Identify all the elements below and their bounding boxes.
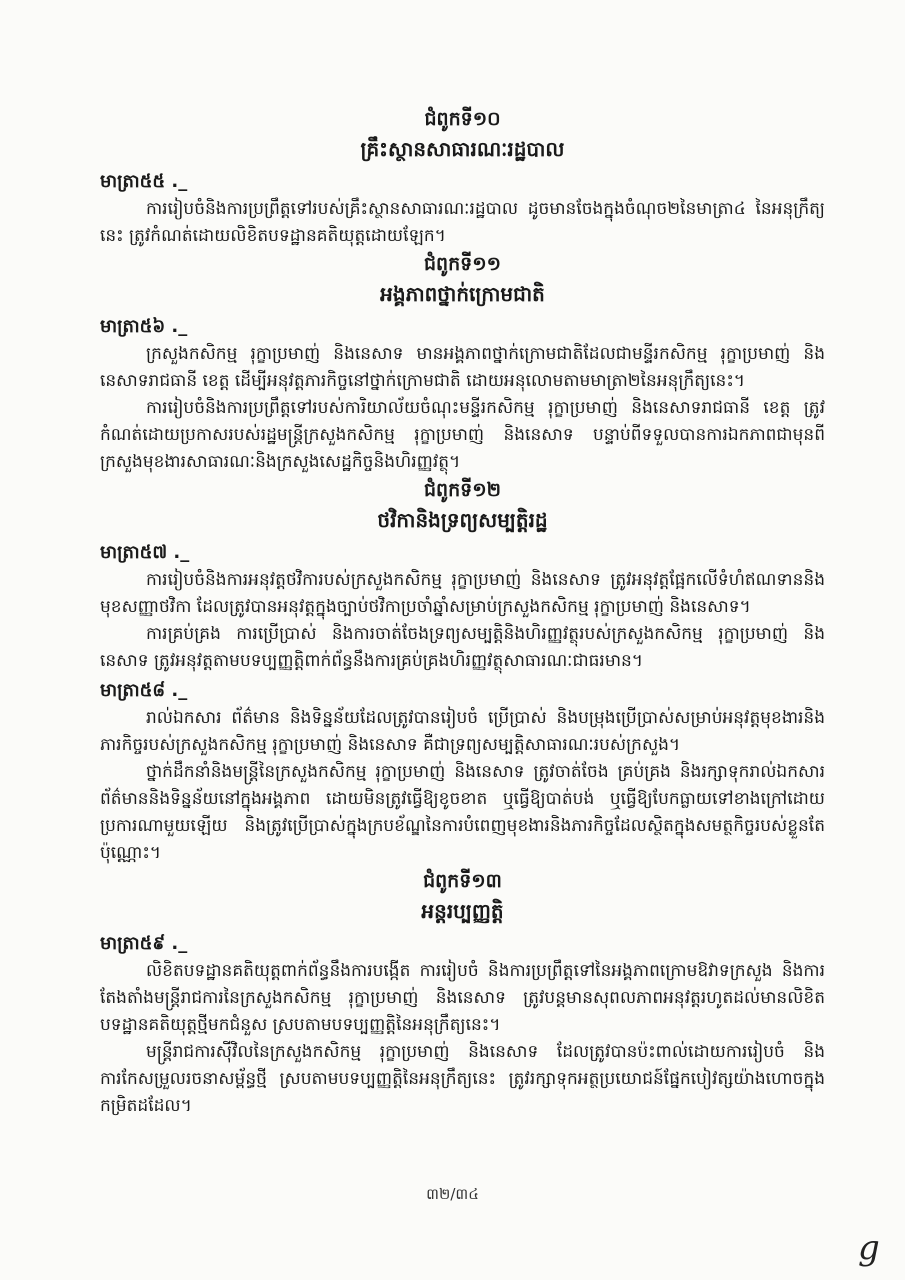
article-56 [100,313,825,476]
page-number: ៣២/៣៤ [426,1185,479,1203]
article-heading: មាត្រា៥៦ ._ [100,316,188,337]
article-58 [100,677,825,867]
paragraph: មន្ត្រីរាជការស៊ីវិលនៃក្រសួងកសិកម្ម រុក្ខាប្រមាញ់ និងនេសាទ ដែលត្រូវបានប៉ះពាល់ដោយការរៀបចំ និងការកែសម្រួលរចនាសម្ព័ន្ធថ្មី ស្របតាមបទប្បញ្ញត្តិនៃអនុក្រឹត្យនេះ ត្រូវរក្សាទុកអត្ថប្រយោជន៍ផ្នែកបៀវត្សយ៉ាងហោចក្នុងកម្រិតដដែល។ [100,1042,825,1116]
chapter-title: ថវិកានិងទ្រព្យសម្បត្តិរដ្ឋ [377,508,548,532]
chapter-number: ជំពូកទី១៣ [423,870,502,892]
paragraph: ការរៀបចំនិងការប្រព្រឹត្តទៅរបស់គ្រឹះស្ថានសាធារណៈរដ្ឋបាល ដូចមានចែងក្នុងចំណុច២នៃមាត្រា៤ នៃអនុក្រឹត្យនេះ ត្រូវកំណត់ដោយលិខិតបទដ្ឋានគតិយុត្តដោយឡែក។ [100,199,825,246]
chapter-title: អន្តរប្បញ្ញត្តិ [421,899,504,923]
handwritten-initials: g [858,1228,880,1268]
article-59 [100,930,825,1120]
paragraph: ការគ្រប់គ្រង ការប្រើប្រាស់ និងការចាត់ចែងទ្រព្យសម្បត្តិនិងហិរញ្ញវត្ថុរបស់ក្រសួងកសិកម្ម រុក្ខាប្រមាញ់ និងនេសាទ ត្រូវអនុវត្តតាមបទប្បញ្ញត្តិពាក់ព័ន្ធនឹងការគ្រប់គ្រងហិរញ្ញវត្ថុសាធារណៈជាធរមាន។ [100,624,825,671]
chapter-number: ជំពូកទី១០ [424,108,501,130]
chapter-12 [100,476,825,867]
paragraph: ថ្នាក់ដឹកនាំនិងមន្ត្រីនៃក្រសួងកសិកម្ម រុក្ខាប្រមាញ់ និងនេសាទ ត្រូវចាត់ចែង គ្រប់គ្រង និងរក្សាទុករាល់ឯកសារ ព័ត៌មាននិងទិន្នន័យនៅក្នុងអង្គភាព ដោយមិនត្រូវធ្វើឱ្យខូចខាត ឬធ្វើឱ្យបាត់បង់ ឬធ្វើឱ្យបែកធ្លាយទៅខាងក្រៅដោយប្រការណាមួយឡើយ និងត្រូវប្រើប្រាស់ក្នុងក្របខ័ណ្ឌនៃការបំពេញមុខងារនិងភារកិច្ចដែលស្ថិតក្នុងសមត្ថកិច្ចរបស់ខ្លួនតែប៉ុណ្ណោះ។ [100,762,825,863]
article-heading: មាត្រា៥៩ ._ [100,933,188,954]
chapter-13 [100,867,825,1120]
document-body [100,105,825,1120]
paragraph: ការរៀបចំនិងការអនុវត្តថវិការបស់ក្រសួងកសិកម្ម រុក្ខាប្រមាញ់ និងនេសាទ ត្រូវអនុវត្តផ្អែកលើទំហំឥណទាននិងមុខសញ្ញាថវិកា ដែលត្រូវបានអនុវត្តក្នុងច្បាប់ថវិកាប្រចាំឆ្នាំសម្រាប់ក្រសួងកសិកម្ម រុក្ខាប្រមាញ់ និងនេសាទ។ [100,570,825,617]
article-heading: មាត្រា៥៨ ._ [100,680,188,701]
article-heading: មាត្រា៥៥ ._ [100,171,188,192]
article-55 [100,168,825,250]
article-heading: មាត្រា៥៧ ._ [100,542,190,563]
article-57 [100,539,825,675]
chapter-title: អង្គភាពថ្នាក់ក្រោមជាតិ [380,282,545,306]
chapter-11 [100,250,825,476]
paragraph: រាល់ឯកសារ ព័ត៌មាន និងទិន្នន័យដែលត្រូវបានរៀបចំ ប្រើប្រាស់ និងបម្រុងប្រើប្រាស់សម្រាប់អនុវត្តមុខងារនិងភារកិច្ចរបស់ក្រសួងកសិកម្ម រុក្ខាប្រមាញ់ និងនេសាទ គឺជាទ្រព្យសម្បត្តិសាធារណៈរបស់ក្រសួង។ [100,708,825,755]
paragraph: លិខិតបទដ្ឋានគតិយុត្តពាក់ព័ន្ធនឹងការបង្កើត ការរៀបចំ និងការប្រព្រឹត្តទៅនៃអង្គភាពក្រោមឱវាទក្រសួង និងការតែងតាំងមន្ត្រីរាជការនៃក្រសួងកសិកម្ម រុក្ខាប្រមាញ់ និងនេសាទ ត្រូវបន្តមានសុពលភាពអនុវត្តរហូតដល់មានលិខិតបទដ្ឋានគតិយុត្តថ្មីមកជំនួស ស្របតាមបទប្បញ្ញត្តិនៃអនុក្រឹត្យនេះ។ [100,961,825,1035]
paragraph: ការរៀបចំនិងការប្រព្រឹត្តទៅរបស់ការិយាល័យចំណុះមន្ទីរកសិកម្ម រុក្ខាប្រមាញ់ និងនេសាទរាជធានី ខេត្ត ត្រូវកំណត់ដោយប្រកាសរបស់រដ្ឋមន្ត្រីក្រសួងកសិកម្ម រុក្ខាប្រមាញ់ និងនេសាទ បន្ទាប់ពីទទួលបានការឯកភាពជាមុនពីក្រសួងមុខងារសាធារណៈនិងក្រសួងសេដ្ឋកិច្ចនិងហិរញ្ញវត្ថុ។ [100,398,825,472]
paragraph: ក្រសួងកសិកម្ម រុក្ខាប្រមាញ់ និងនេសាទ មានអង្គភាពថ្នាក់ក្រោមជាតិដែលជាមន្ទីរកសិកម្ម រុក្ខាប្រមាញ់ និងនេសាទរាជធានី ខេត្ត ដើម្បីអនុវត្តភារកិច្ចនៅថ្នាក់ក្រោមជាតិ ដោយអនុលោមតាមមាត្រា២នៃអនុក្រឹត្យនេះ។ [100,344,825,391]
chapter-number: ជំពូកទី១២ [423,479,501,501]
chapter-10 [100,105,825,250]
chapter-title: គ្រឹះស្ថានសាធារណៈរដ្ឋបាល [360,137,565,161]
chapter-number: ជំពូកទី១១ [423,253,501,275]
